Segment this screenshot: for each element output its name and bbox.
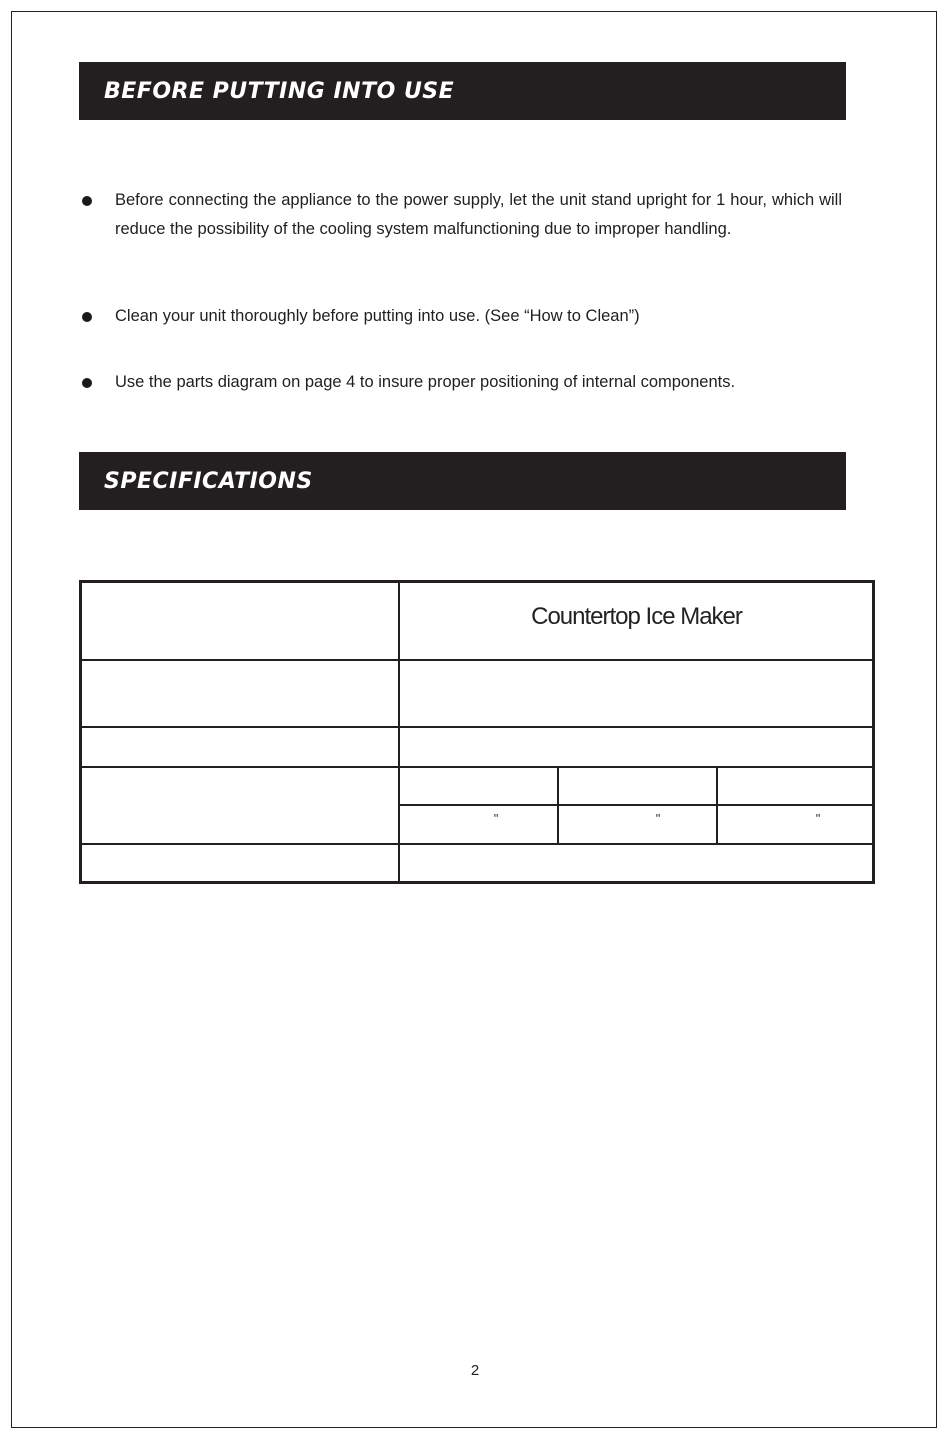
section-header-specifications xyxy=(79,452,846,510)
model-name-cell: Countertop Ice Maker xyxy=(531,603,742,630)
bullet-icon xyxy=(82,312,92,322)
list-item xyxy=(80,368,842,397)
bullet-icon xyxy=(82,196,92,206)
table-row-divider xyxy=(398,804,872,806)
table-row-divider xyxy=(82,659,872,661)
table-column-divider xyxy=(557,766,559,843)
bullet-icon xyxy=(82,378,92,388)
page-number: 2 xyxy=(470,1362,480,1379)
section-title: SPECIFICATIONS xyxy=(104,468,313,494)
section-header-before-use xyxy=(79,62,846,120)
table-row-divider xyxy=(82,726,872,728)
table-column-divider xyxy=(716,766,718,843)
list-item-text: Clean your unit thoroughly before putting into use. (See “How to Clean”) xyxy=(115,307,640,325)
dimension-mark: " xyxy=(493,811,499,826)
section-title: BEFORE PUTTING INTO USE xyxy=(104,78,455,104)
table-row-divider xyxy=(82,766,872,768)
list-item-text: Before connecting the appliance to the power supply, let the unit stand upright for 1 hour, which will reduce the possibility of the cooling system malfunctioning due to improper handling. xyxy=(115,191,842,238)
list-item xyxy=(80,302,842,331)
dimension-mark: " xyxy=(655,811,661,826)
table-row-divider xyxy=(82,843,872,845)
specifications-table xyxy=(79,580,875,884)
dimension-mark: " xyxy=(815,811,821,826)
list-item xyxy=(80,186,842,244)
list-item-text: Use the parts diagram on page 4 to insure proper positioning of internal components. xyxy=(115,373,736,391)
